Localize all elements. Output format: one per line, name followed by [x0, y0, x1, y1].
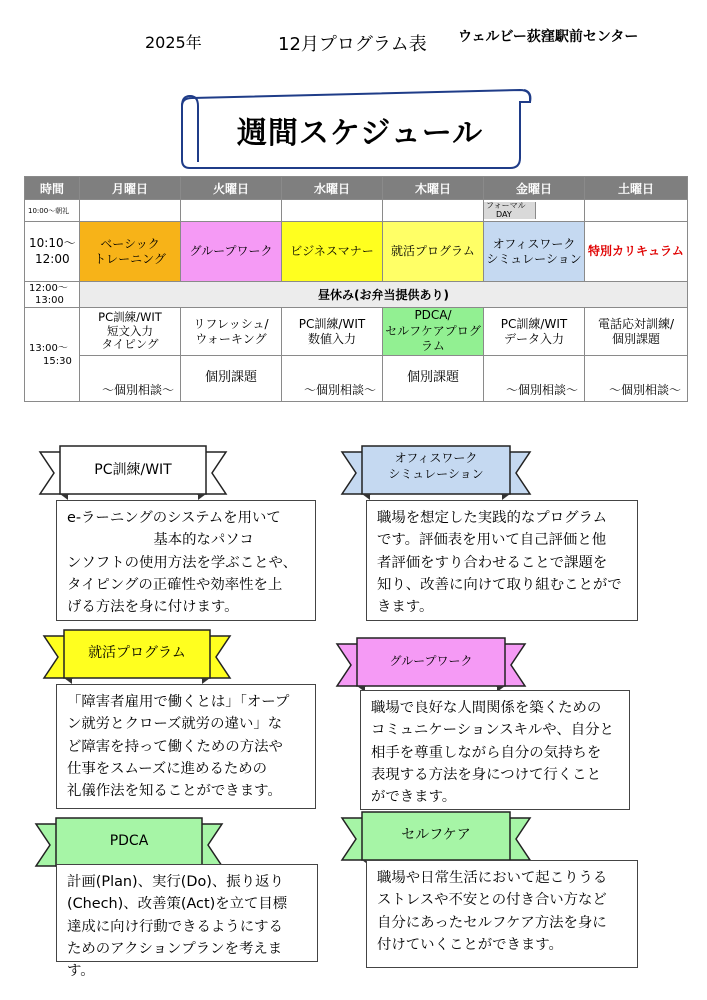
program-text: トレーニング [94, 251, 166, 266]
desc-line: 仕事をスムーズに進めるための [67, 760, 268, 777]
program-name: セルフケア [401, 827, 471, 843]
cell-shaded [383, 200, 484, 222]
program-desc-pdca [56, 864, 318, 980]
program-desc-job-hunting [56, 684, 316, 809]
program-text: シミュレーション [486, 251, 582, 266]
table-row [25, 356, 688, 402]
header-year: 2025年 [145, 33, 202, 52]
program-text: PC訓練/WIT [298, 316, 366, 331]
cell-shaded [585, 200, 688, 222]
time-text: 12:00 [35, 251, 70, 266]
program-text: ウォーキング [195, 331, 267, 346]
program-thu-am: 就活プログラム [383, 222, 484, 282]
program-sat-pm [585, 308, 688, 356]
time-cell [25, 308, 80, 402]
program-desc-group-work [360, 690, 630, 810]
col-header-fri: 金曜日 [484, 177, 585, 200]
table-row [25, 200, 688, 222]
desc-line: 達成に向け行動できるようにする [67, 918, 283, 935]
desc-line: 基本的なパソコ [67, 532, 254, 549]
program-text: データ入力 [503, 331, 564, 346]
desc-line: タイピングの正確性や効率性を上 [67, 576, 283, 593]
individual-thu: 個別課題 [383, 356, 484, 402]
program-fri-am [484, 222, 585, 282]
desc-line: ど障害を持って働くための方法や [67, 738, 283, 755]
consult-fri: 〜個別相談〜 [484, 356, 585, 402]
desc-line: 知り、改善に向けて取り組むことがで [377, 576, 622, 593]
desc-line: ンソフトの使用方法を学ぶことや、 [67, 554, 297, 571]
individual-tue: 個別課題 [181, 356, 282, 402]
program-mon-pm [80, 308, 181, 356]
formal-day-note: DAY [496, 209, 512, 219]
consult-mon: 〜個別相談〜 [80, 356, 181, 402]
consult-sat: 〜個別相談〜 [585, 356, 688, 402]
header-title: 12月プログラム表 [278, 34, 427, 55]
program-text: リフレッシュ/ [193, 316, 269, 331]
desc-line: 付けていくことができます。 [377, 936, 563, 953]
table-row [25, 282, 688, 308]
cell-shaded [282, 200, 383, 222]
table-row [25, 308, 688, 356]
col-header-mon: 月曜日 [80, 177, 181, 200]
program-tue-pm [181, 308, 282, 356]
program-name: PC訓練/WIT [94, 462, 172, 478]
program-text: ベーシック [100, 236, 160, 251]
program-desc-office-work [366, 500, 638, 621]
desc-line: 職場や日常生活において起こりうる [377, 870, 608, 886]
program-text: PDCA/ [414, 308, 452, 323]
cell-shaded [80, 200, 181, 222]
program-text: 短文入力 [107, 323, 153, 338]
program-text: オフィスワーク [492, 236, 576, 251]
schedule-table [24, 176, 688, 402]
program-name [362, 451, 510, 482]
desc-line: 表現する方法を身につけて行くこと [371, 766, 601, 783]
time-text: 15:30 [43, 355, 72, 367]
cell-formal-day [484, 200, 585, 222]
program-mon-am [80, 222, 181, 282]
desc-line: ストレスや不安との付き合い方など [377, 892, 607, 909]
program-text: PC訓練/WIT [500, 316, 568, 331]
desc-line: 自分にあったセルフケア方法を身に [377, 914, 607, 931]
banner-title: 週間スケジュール [236, 116, 484, 151]
table-row [25, 222, 688, 282]
desc-line: コミュニケーションスキルや、自分と [371, 722, 614, 739]
desc-line: 礼儀作法を知ることができます。 [67, 783, 282, 800]
desc-line: 職場を想定した実践的なプログラム [377, 510, 608, 526]
program-sat-am: 特別カリキュラム [585, 222, 688, 282]
desc-line: ためのアクションプランを考えます。 [67, 940, 283, 980]
program-text: 数値入力 [307, 331, 356, 346]
desc-line: です。評価表を用いて自己評価と他 [377, 532, 607, 549]
desc-line: 「障害者雇用で働くとは」「オープ [67, 694, 290, 710]
program-tue-am: グループワーク [181, 222, 282, 282]
table-header-row [25, 177, 688, 200]
program-text: 個別課題 [611, 331, 660, 346]
program-name: グループワーク [389, 654, 473, 668]
program-desc-pc-wit [56, 500, 316, 621]
desc-line: (Chech)、改善策(Act)を立て目標 [67, 896, 288, 913]
program-text: タイピング [101, 337, 159, 352]
program-text: PC訓練/WIT [98, 309, 162, 324]
desc-line: e-ラーニングのシステムを用いて [67, 510, 281, 526]
cell-shaded [181, 200, 282, 222]
consult-wed: 〜個別相談〜 [282, 356, 383, 402]
desc-line: ン就労とクローズ就労の違い」な [67, 716, 283, 733]
time-text: 13:00 [35, 294, 64, 306]
desc-line: 者評価をすり合わせることで課題を [377, 554, 608, 571]
time-cell [25, 282, 80, 308]
program-wed-pm [282, 308, 383, 356]
program-name-line: シミュレーション [388, 466, 484, 481]
program-desc-self-care [366, 860, 638, 968]
time-text: 12:00〜 [29, 283, 68, 294]
program-name-line: オフィスワーク [394, 451, 478, 465]
desc-line: きます。 [377, 599, 434, 616]
time-text: 13:00〜 [29, 342, 68, 354]
program-fri-pm [484, 308, 585, 356]
desc-line: 職場で良好な人間関係を築くための [371, 700, 602, 716]
desc-line: 計画(Plan)、実行(Do)、振り返り [67, 874, 284, 890]
program-name: 就活プログラム [88, 645, 186, 661]
col-header-sat: 土曜日 [585, 177, 688, 200]
desc-line: 相手を尊重しながら自分の気持ちを [371, 744, 602, 761]
header-center-name: ウェルビー荻窪駅前センター [458, 29, 639, 45]
program-text: セルフケアプログラム [385, 323, 481, 354]
desc-line: ができます。 [371, 789, 457, 806]
lunch-break: 昼休み(お弁当提供あり) [80, 282, 688, 308]
program-wed-am: ビジネスマナー [282, 222, 383, 282]
program-thu-pm [383, 308, 484, 356]
time-cell [25, 222, 80, 282]
time-cell: 10:00〜朝礼 [25, 200, 80, 222]
col-header-tue: 火曜日 [181, 177, 282, 200]
col-header-thu: 木曜日 [383, 177, 484, 200]
time-text: 10:10〜 [29, 235, 76, 250]
program-text: 電話応対訓練/ [597, 316, 675, 331]
desc-line: げる方法を身に付けます。 [67, 599, 239, 616]
col-header-time: 時間 [25, 177, 80, 200]
col-header-wed: 水曜日 [282, 177, 383, 200]
program-name: PDCA [109, 833, 149, 849]
formal-day-note: フォーマル [486, 200, 526, 210]
